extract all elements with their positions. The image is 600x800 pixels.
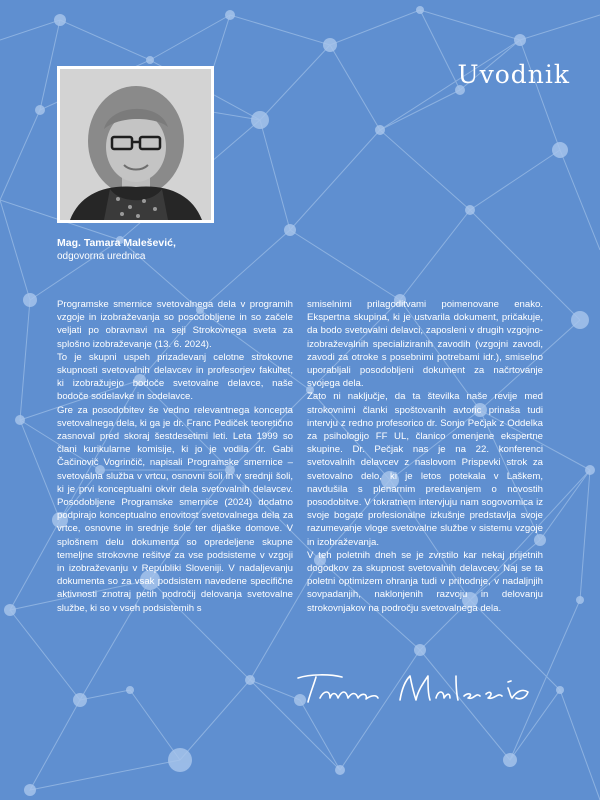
paragraph: V teh poletnih dneh se je zvrstilo kar nekaj prijetnih dogodkov za skupnost svetovalnih delavcev. Naj se ta poletni optimizem ohranja tudi v prihodnje, v nadaljnjih sovpadanjih, naklonjenih razvoju in delovanju strokovnjakov na področju svetovalnega dela.: [307, 549, 543, 614]
paragraph: smiselnimi prilagoditvami poimenovane enako. Ekspertna skupina, ki je ustvarila dokument, pričakuje, da bodo svetovalni delavci, zaposleni v drugih vzgojno-izobraževalnih specializiranih zavodih (vzgojni zavodi, zavodi za otroke s posebnimi potrebami idr.), smiselno uporabljali posodobljeni dokument za načrtovanje svojega dela.: [307, 299, 543, 390]
text-column-left: [57, 298, 293, 615]
author-photo: [57, 66, 214, 223]
paragraph: To je skupni uspeh prizadevanj celotne strokovne skupnosti svetovalnih delavcev in profesorjev fakultet, ki izobražujejo bodoče svetovalne delavce, naše bodoče sodelavke in sodelavce.: [57, 351, 293, 403]
author-name: Mag. Tamara Malešević,: [57, 237, 176, 249]
paragraph: Gre za posodobitev še vedno relevantnega koncepta svetovalnega dela, ki ga je dr. Franc Pediček teoretično zasnoval pred skoraj šestdesetimi leti. Leta 1999 so člani kurikularne komisije, ki jo je vodila dr. Gabi Čačinovič Vogrinčič, napisali Programske smernice – svetovalna služba v vrtcu, osnovni šoli in v srednji šoli, ki je prvi konceptualni okvir dela svetovalnih delavcev. Posodobljene Programske smernice (2024) dodatno podpirajo konceptualno enovitost svetovalnega dela za vrtce, osnovne in srednje šole ter dijaške domove. V splošnem delu dokumenta so opredeljene skupne temeljne strokovne rešitve za vse podsisteme v vzgoji in izobraževanju v Republiki Sloveniji. V nadaljevanju dokumenta so za vsak podsistem navedene specifične aktivnosti znotraj petih področij delovanja svetovalne službe, ki so v vseh podsistemih s: [57, 404, 293, 614]
paragraph: Zato ni naključje, da ta številka naše revije med strokovnimi članki spoštovanih avtoric prinaša tudi intervju z redno profesorico dr. Sonjo Pečjak z Oddelka za psihologijo FF UL, članico omenjene ekspertne skupine. Dr. Pečjak nas je na 22. konferenci svetovalnih delavcev z naslovom Prispevki strok za svetovalno delo, ki je letos potekala v Laškem, navdušila s plenarnim predavanjem o novostih posodobitve. V tokratnem intervjuju nam sogovornica iz svoje bogate profesionalne izkušnje predstavlja svoje razumevanje vloge svetovalne službe v sistemu vzgoje in izobraževanja.: [307, 391, 543, 548]
author-block: [57, 236, 176, 264]
portrait-image: [60, 69, 211, 220]
author-role: odgovorna urednica: [57, 251, 146, 262]
paragraph: Programske smernice svetovalnega dela v programih vzgoje in izobraževanja so posodobljene in so začele veljati po obravnavi na seji Strokovnega sveta za splošno izobraževanje (13. 6. 2024).: [57, 299, 293, 350]
text-column-right: [307, 298, 543, 615]
handwritten-signature: [290, 668, 550, 708]
page-title: Uvodnik: [457, 60, 570, 89]
